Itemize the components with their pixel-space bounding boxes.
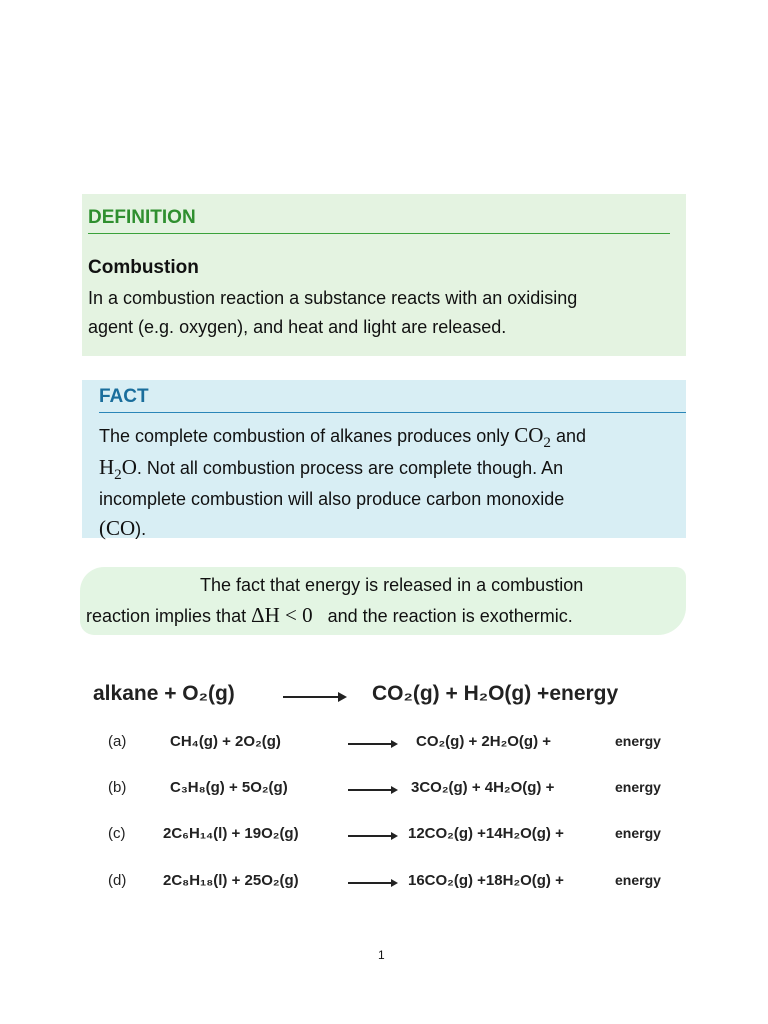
reaction-energy: energy [615, 779, 661, 795]
definition-term: Combustion [88, 257, 199, 278]
reaction-energy: energy [615, 825, 661, 841]
reaction-rhs: 3CO₂(g) + 4H₂O(g) + [411, 779, 555, 796]
definition-heading: DEFINITION [88, 207, 670, 234]
highlight-line-1: The fact that energy is released in a combustion [200, 575, 584, 595]
reaction-rhs: CO₂(g) + 2H₂O(g) + [416, 733, 551, 750]
highlight-line-2a: reaction implies that [86, 606, 252, 626]
general-rhs: CO₂(g) + H₂O(g) +energy [372, 682, 619, 705]
highlight-line-2b: and the reaction is exothermic. [312, 606, 573, 626]
fact-text-4: incomplete combustion will also produce carbon monoxide [99, 489, 565, 509]
reaction-row-a [0, 733, 768, 759]
reaction-arrow-icon [348, 743, 396, 745]
page-number: 1 [378, 948, 385, 962]
general-lhs: alkane + O₂(g) [93, 682, 235, 705]
reaction-arrow-icon [348, 789, 396, 791]
reaction-lhs: 2C₆H₁₄(l) + 19O₂(g) [163, 825, 299, 842]
h2o-formula: $H_2O$ [99, 455, 137, 483]
reaction-label: (c) [108, 825, 126, 842]
delta-h-math: ΔH < 0 [251, 603, 313, 627]
reaction-energy: energy [615, 872, 661, 888]
fact-text-5: ). [135, 519, 147, 539]
definition-box [82, 194, 686, 356]
definition-line-2: agent (e.g. oxygen), and heat and light are released. [88, 317, 507, 337]
reaction-label: (a) [108, 733, 127, 750]
reaction-row-c [0, 825, 768, 851]
reaction-label: (b) [108, 779, 127, 796]
highlight-text [86, 570, 686, 631]
co2-formula: $CO_2$ [514, 423, 551, 451]
reaction-lhs: C₃H₈(g) + 5O₂(g) [170, 779, 288, 796]
fact-text-1: The complete combustion of alkanes produces only [99, 426, 515, 446]
fact-box [82, 380, 686, 538]
reaction-row-b [0, 779, 768, 805]
reaction-arrow-icon [348, 882, 396, 884]
definition-line-1: In a combustion reaction a substance reacts with an oxidising [88, 288, 578, 308]
reaction-arrow-icon [283, 696, 345, 698]
fact-heading: FACT [99, 386, 686, 413]
definition-text [88, 284, 678, 342]
reaction-rhs: 16CO₂(g) +18H₂O(g) + [408, 872, 564, 889]
reaction-rhs: 12CO₂(g) +14H₂O(g) + [408, 825, 564, 842]
fact-text [99, 421, 679, 544]
reaction-lhs: 2C₈H₁₈(l) + 25O₂(g) [163, 872, 299, 889]
reaction-arrow-icon [348, 835, 396, 837]
reaction-row-d [0, 872, 768, 898]
fact-text-3: . Not all combustion process are complete though. An [136, 458, 564, 478]
co-formula: (CO [99, 516, 136, 540]
reaction-label: (d) [108, 872, 127, 889]
fact-text-2: and [550, 426, 587, 446]
reaction-energy: energy [615, 733, 661, 749]
reaction-lhs: CH₄(g) + 2O₂(g) [170, 733, 281, 750]
